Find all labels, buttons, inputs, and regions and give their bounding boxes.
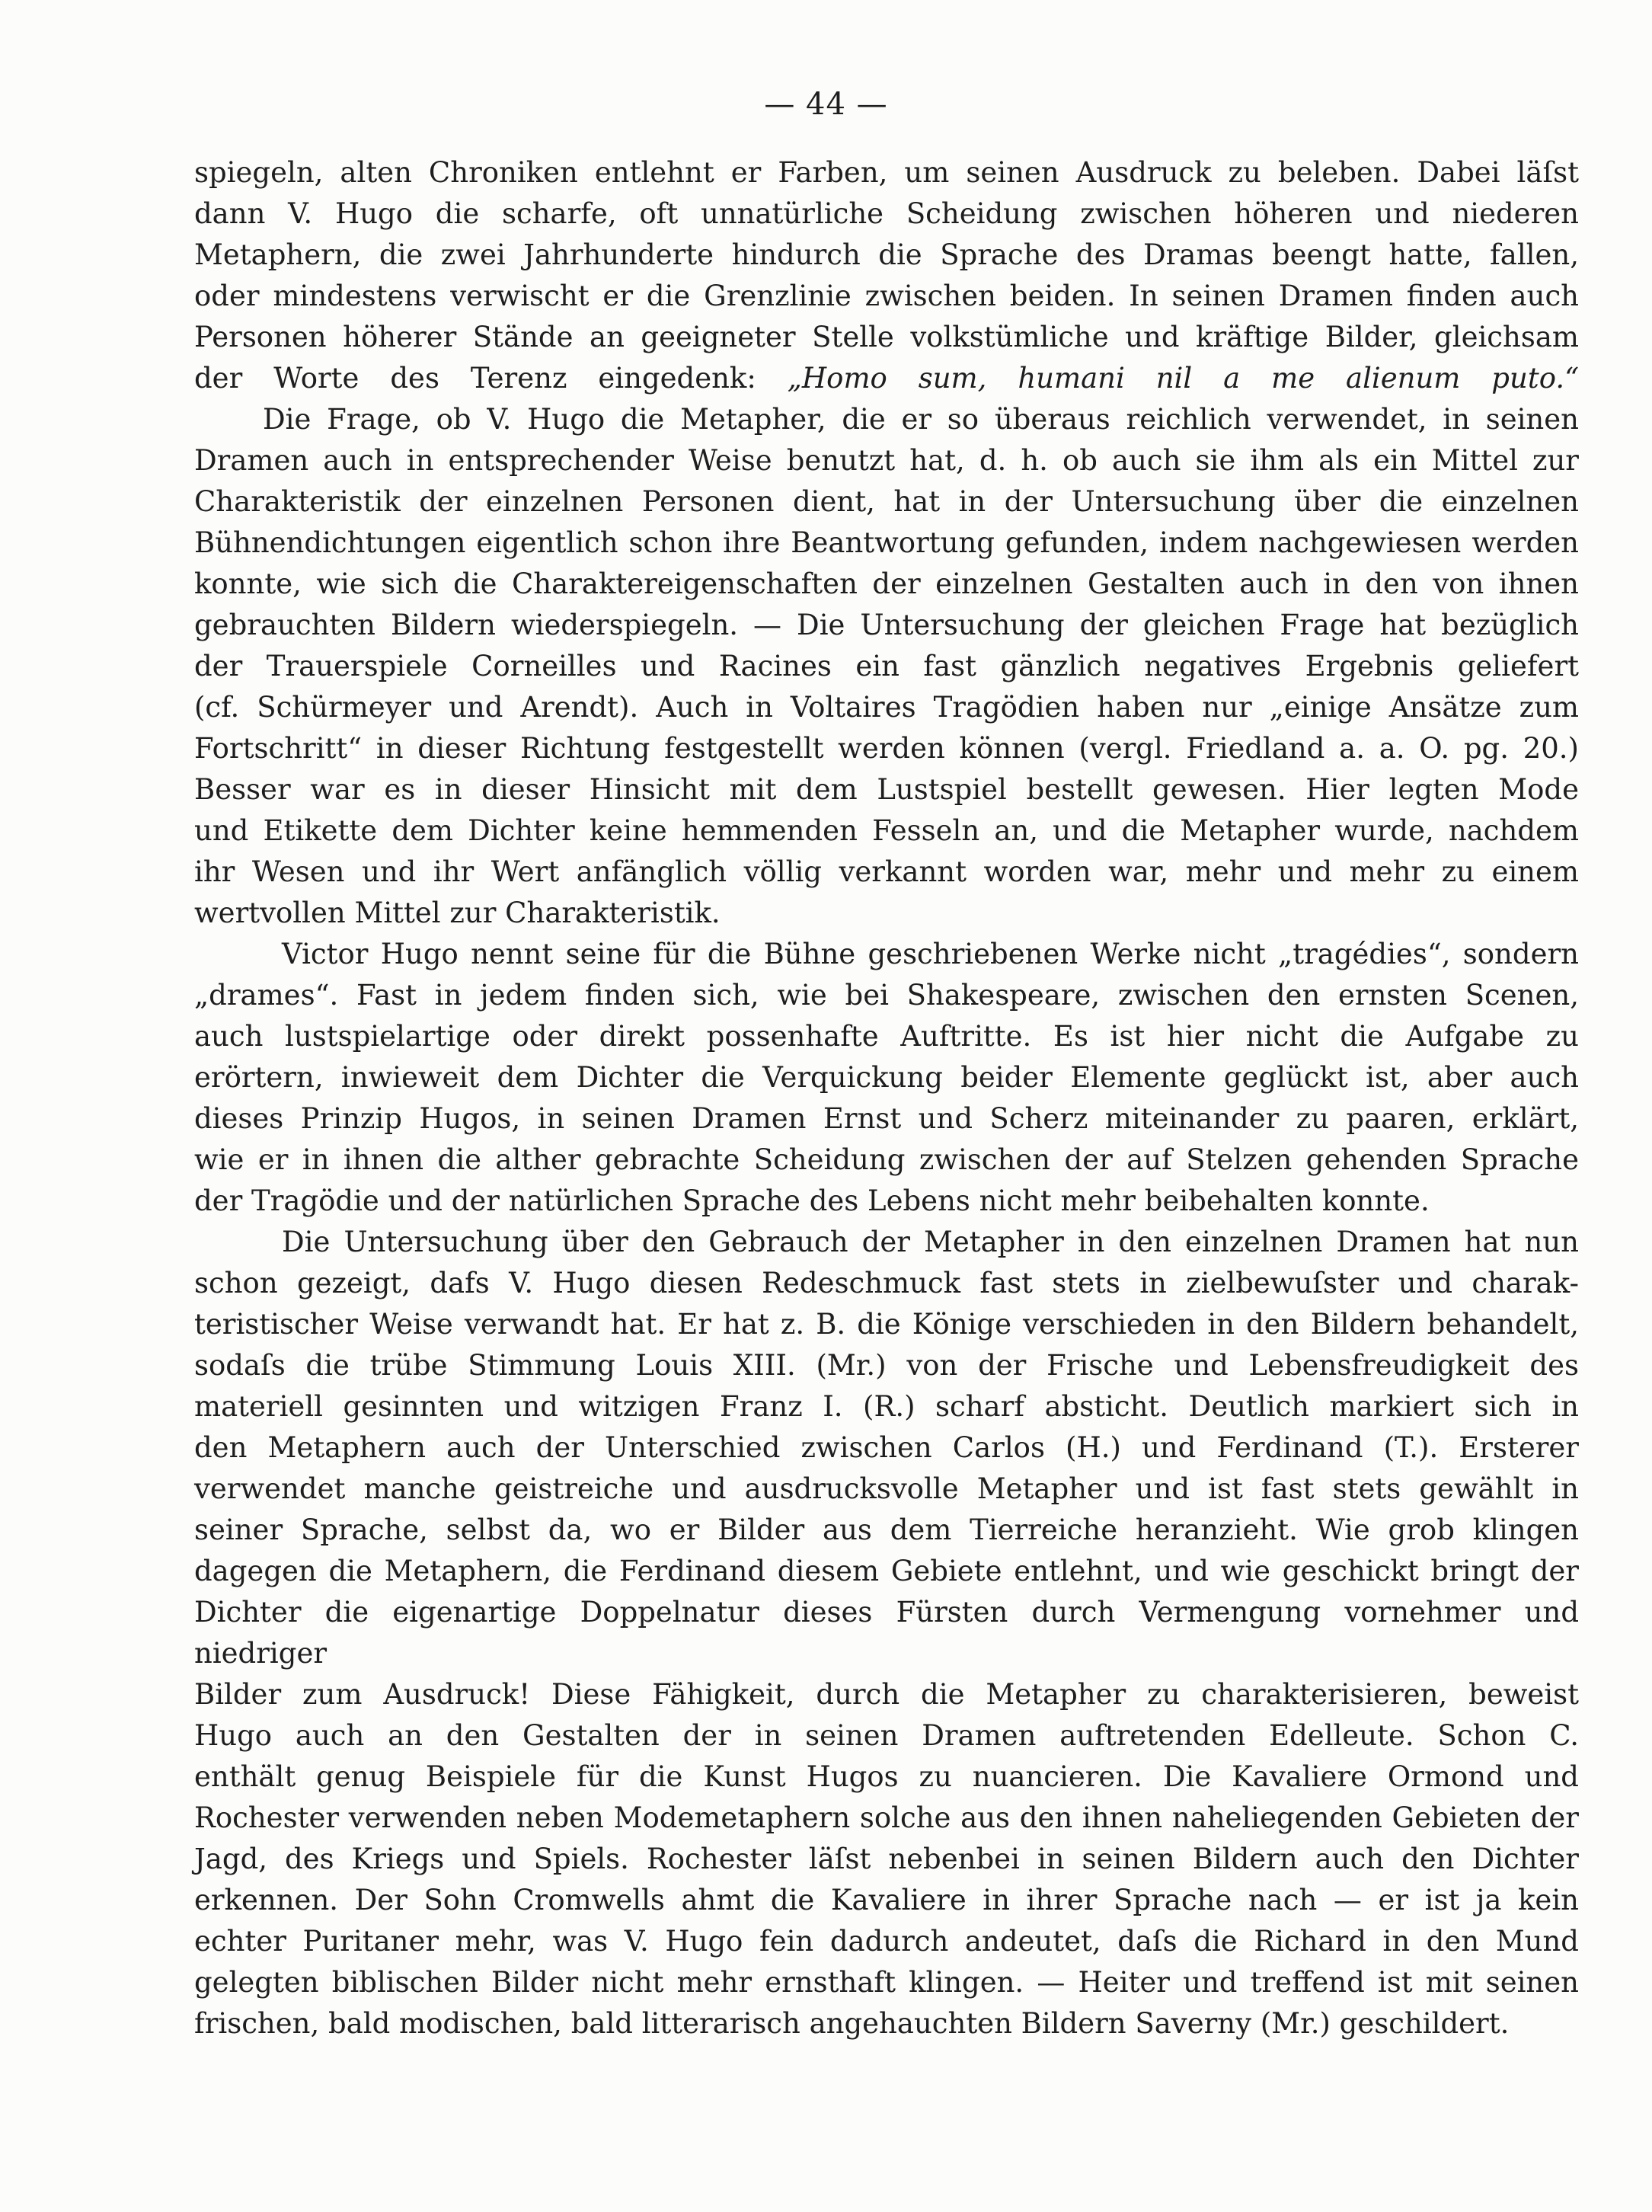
text-line: erörtern, inwieweit dem Dichter die Verquickung beider Elemente geglückt ist, aber auch (194, 1061, 1579, 1094)
paragraph-end: der Tragödie und der natürlichen Sprache des Lebens nicht mehr beibehalten konnte. (194, 1184, 1430, 1217)
text-line: konnte, wie sich die Charaktereigenschaften der einzelnen Gestalten auch in den von ihnen (194, 567, 1579, 600)
text-line: Rochester verwenden neben Modemetaphern solche aus den ihnen naheliegenden Gebieten der (194, 1801, 1579, 1834)
text-line: materiell gesinnten und witzigen Franz I. (R.) scharf absticht. Deutlich markiert sich in (194, 1390, 1579, 1423)
paragraph-end: frischen, bald modischen, bald litterarisch angehauchten Bildern Saverny (Mr.) geschildert. (194, 2007, 1510, 2040)
text-line: und Etikette dem Dichter keine hemmenden Fesseln an, und die Metapher wurde, nachdem (194, 814, 1579, 847)
text-line: Charakteristik der einzelnen Personen dient, hat in der Untersuchung über die einzelnen (194, 485, 1579, 518)
latin-quote: „Homo sum, humani nil a me alienum puto.“ (787, 362, 1579, 395)
text-line: sodaſs die trübe Stimmung Louis XIII. (Mr.) von der Frische und Lebensfreudigkeit des (194, 1349, 1579, 1382)
paragraph-start: Victor Hugo nennt seine für die Bühne geschriebenen Werke nicht „tragédies“, sondern (282, 938, 1579, 970)
paragraph-start: Die Untersuchung über den Gebrauch der Metapher in den einzelnen Dramen hat nun (282, 1226, 1579, 1258)
body-text (194, 152, 1579, 2044)
text-line: dagegen die Metaphern, die Ferdinand diesem Gebiete entlehnt, und wie geschickt bringt der (194, 1555, 1579, 1587)
text-line: Metaphern, die zwei Jahrhunderte hindurch die Sprache des Dramas beengt hatte, fallen, (194, 238, 1579, 271)
text-line: Personen höherer Stände an geeigneter Stelle volkstümliche und kräftige Bilder, gleichsam (194, 321, 1579, 353)
text-line: Dramen auch in entsprechender Weise benutzt hat, d. h. ob auch sie ihm als ein Mittel zur (194, 444, 1579, 477)
text-line: den Metaphern auch der Unterschied zwischen Carlos (H.) und Ferdinand (T.). Ersterer (194, 1431, 1579, 1464)
text-line: Dichter die eigenartige Doppelnatur dieses Fürsten durch Vermengung vornehmer und niedriger (194, 1596, 1579, 1670)
text-line: dann V. Hugo die scharfe, oft unnatürliche Scheidung zwischen höheren und niederen (194, 197, 1579, 230)
text-line: seiner Sprache, selbst da, wo er Bilder aus dem Tierreiche heranzieht. Wie grob klingen (194, 1514, 1579, 1546)
paragraph-end: wertvollen Mittel zur Charakteristik. (194, 897, 721, 929)
text-line: Hugo auch an den Gestalten der in seinen Dramen auftretenden Edelleute. Schon C. (194, 1719, 1579, 1752)
text-line: „drames“. Fast in jedem finden sich, wie bei Shakespeare, zwischen den ernsten Scenen, (194, 979, 1579, 1012)
text-line: (cf. Schürmeyer und Arendt). Auch in Voltaires Tragödien haben nur „einige Ansätze zum (194, 691, 1579, 724)
text-line: auch lustspielartige oder direkt possenhafte Auftritte. Es ist hier nicht die Aufgabe zu (194, 1020, 1579, 1053)
text-line-with-quote (194, 358, 1579, 399)
text-line: Besser war es in dieser Hinsicht mit dem Lustspiel bestellt gewesen. Hier legten Mode (194, 773, 1579, 806)
text-line: spiegeln, alten Chroniken entlehnt er Farben, um seinen Ausdruck zu beleben. Dabei läſst (194, 156, 1579, 189)
text-line: Fortschritt“ in dieser Richtung festgestellt werden können (vergl. Friedland a. a. O. pg. 20.) (194, 732, 1579, 765)
paragraph-start: Die Frage, ob V. Hugo die Metapher, die er so überaus reichlich verwendet, in seinen (263, 403, 1579, 436)
text-line: teristischer Weise verwandt hat. Er hat z. B. die Könige verschieden in den Bildern behandelt, (194, 1308, 1579, 1341)
text-line: gebrauchten Bildern wiederspiegeln. — Die Untersuchung der gleichen Frage hat bezüglich (194, 609, 1579, 641)
text-line: erkennen. Der Sohn Cromwells ahmt die Kavaliere in ihrer Sprache nach — er ist ja kein (194, 1884, 1579, 1916)
text-line: wie er in ihnen die alther gebrachte Scheidung zwischen der auf Stelzen gehenden Sprache (194, 1143, 1579, 1176)
text-span: der Worte des Terenz eingedenk: (194, 362, 756, 395)
text-line: Jagd, des Kriegs und Spiels. Rochester läſst nebenbei in seinen Bildern auch den Dichter (194, 1843, 1579, 1875)
text-line: enthält genug Beispiele für die Kunst Hugos zu nuancieren. Die Kavaliere Ormond und (194, 1760, 1579, 1793)
text-line: Bühnendichtungen eigentlich schon ihre Beantwortung gefunden, indem nachgewiesen werden (194, 526, 1579, 559)
page-number: — 44 — (764, 87, 888, 122)
text-line: echter Puritaner mehr, was V. Hugo fein dadurch andeutet, daſs die Richard in den Mund (194, 1925, 1579, 1958)
text-line: Bilder zum Ausdruck! Diese Fähigkeit, durch die Metapher zu charakterisieren, beweist (194, 1678, 1579, 1711)
text-line: verwendet manche geistreiche und ausdrucksvolle Metapher und ist fast stets gewählt in (194, 1472, 1579, 1505)
text-line: oder mindestens verwischt er die Grenzlinie zwischen beiden. In seinen Dramen finden auch (194, 280, 1579, 312)
text-line: schon gezeigt, dafs V. Hugo diesen Redeschmuck fast stets in zielbewuſster und charak- (194, 1267, 1579, 1299)
text-line: gelegten biblischen Bilder nicht mehr ernsthaft klingen. — Heiter und treffend ist mit seinen (194, 1966, 1579, 1999)
text-line: der Trauerspiele Corneilles und Racines ein fast gänzlich negatives Ergebnis geliefert (194, 650, 1579, 682)
text-line: ihr Wesen und ihr Wert anfänglich völlig verkannt worden war, mehr und mehr zu einem (194, 855, 1579, 888)
text-line: dieses Prinzip Hugos, in seinen Dramen Ernst und Scherz miteinander zu paaren, erklärt, (194, 1102, 1579, 1135)
